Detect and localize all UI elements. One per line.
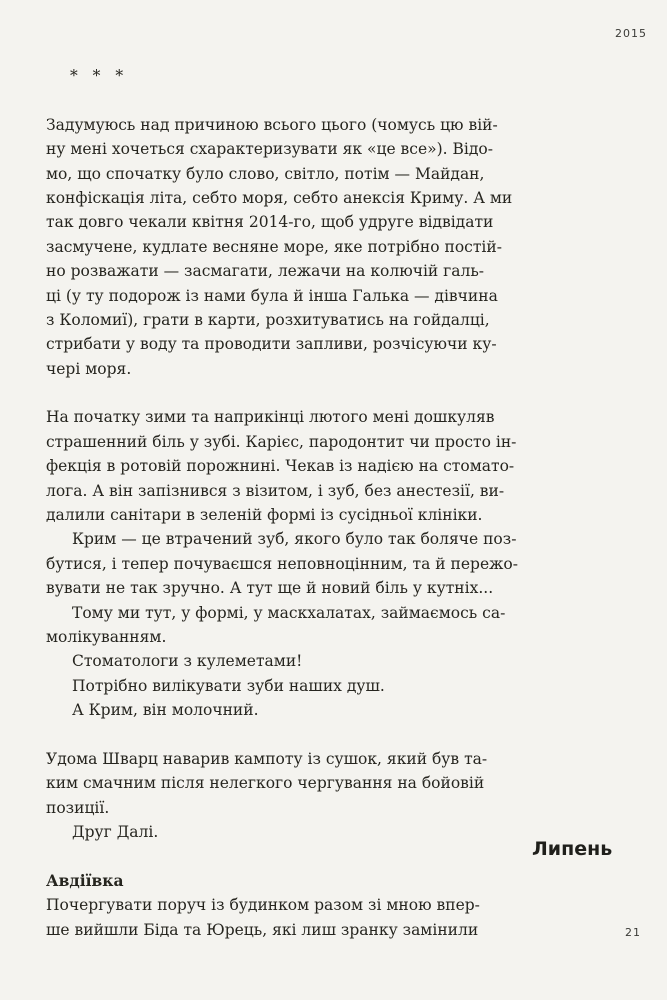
section-separator: * * *	[70, 67, 129, 85]
blank-line	[46, 88, 532, 112]
text-line: лога. А він запізнився з візитом, і зуб, без анестезії, ви-	[46, 481, 505, 500]
text-line: засмучене, кудлате весняне море, яке потрібно постій-	[46, 237, 502, 256]
running-header-year: 2015	[615, 27, 647, 40]
body-text	[46, 64, 532, 942]
blank-line	[46, 845, 532, 869]
text-line: позиції.	[46, 798, 110, 817]
blank-line	[46, 723, 532, 747]
text-line: стрибати у воду та проводити запливи, розчісуючи ку-	[46, 335, 497, 354]
text-line: з Коломиї), грати в карти, розхитуватись на гойдалці,	[46, 310, 490, 329]
text-line: Задумуюсь над причиною всього цього (чомусь цю вій-	[46, 115, 498, 134]
text-line: чері моря.	[46, 359, 132, 378]
page-number: 21	[625, 926, 641, 939]
text-line: Крим — це втрачений зуб, якого було так боляче поз-	[72, 530, 517, 549]
text-line: Удома Шварц наварив кампоту із сушок, який був та-	[46, 749, 488, 768]
text-line: фекція в ротовій порожнині. Чекав із надією на стомато-	[46, 457, 515, 476]
month-heading: Липень	[532, 838, 613, 860]
text-line: ше вийшли Біда та Юрець, які лиш зранку замінили	[46, 920, 479, 939]
paragraph-toothache	[46, 405, 532, 527]
section-title: Авдіївка	[46, 870, 124, 890]
blank-line	[46, 381, 532, 405]
paragraph-avdiivka	[46, 893, 532, 942]
paragraph-self-treatment	[46, 601, 532, 650]
paragraph-compote	[46, 747, 532, 820]
text-line: бутися, і тепер почуваєшся неповноцінним, та й пережо-	[46, 554, 518, 573]
text-line: молікуванням.	[46, 627, 167, 646]
text-line: ну мені хочеться схарактеризувати як «це все»). Відо-	[46, 140, 493, 159]
text-line: далили санітари в зеленій формі із сусідньої клініки.	[46, 506, 483, 525]
text-line: На початку зими та наприкінці лютого мені дошкуляв	[46, 408, 495, 427]
text-line: Тому ми тут, у формі, у маскхалатах, займаємось са-	[72, 603, 506, 622]
text-line: но розважати — засмагати, лежачи на колючій галь-	[46, 262, 485, 281]
text-line: мо, що спочатку було слово, світло, потім — Майдан,	[46, 164, 485, 183]
text-line: конфіскація літа, себто моря, себто анексія Криму. А ми	[46, 188, 513, 207]
text-line: ці (у ту подорож із нами була й інша Галька — дівчина	[46, 286, 498, 305]
paragraph-crimea-tooth	[46, 527, 532, 600]
signature-line: Друг Далі.	[72, 823, 159, 842]
text-line: ким смачним після нелегкого чергування на бойовій	[46, 774, 485, 793]
text-line: так довго чекали квітня 2014-го, щоб удруге відвідати	[46, 213, 494, 232]
text-line: страшенний біль у зубі. Карієс, пародонтит чи просто ін-	[46, 432, 517, 451]
paragraph-milk-tooth: А Крим, він молочний.	[72, 701, 259, 720]
paragraph-souls: Потрібно вилікувати зуби наших душ.	[72, 676, 385, 695]
text-line: вувати не так зручно. А тут ще й новий біль у кутніх...	[46, 579, 494, 598]
paragraph-reflection	[46, 113, 532, 381]
paragraph-dentists: Стоматологи з кулеметами!	[72, 652, 303, 671]
text-line: Почергувати поруч із будинком разом зі мною впер-	[46, 896, 480, 915]
